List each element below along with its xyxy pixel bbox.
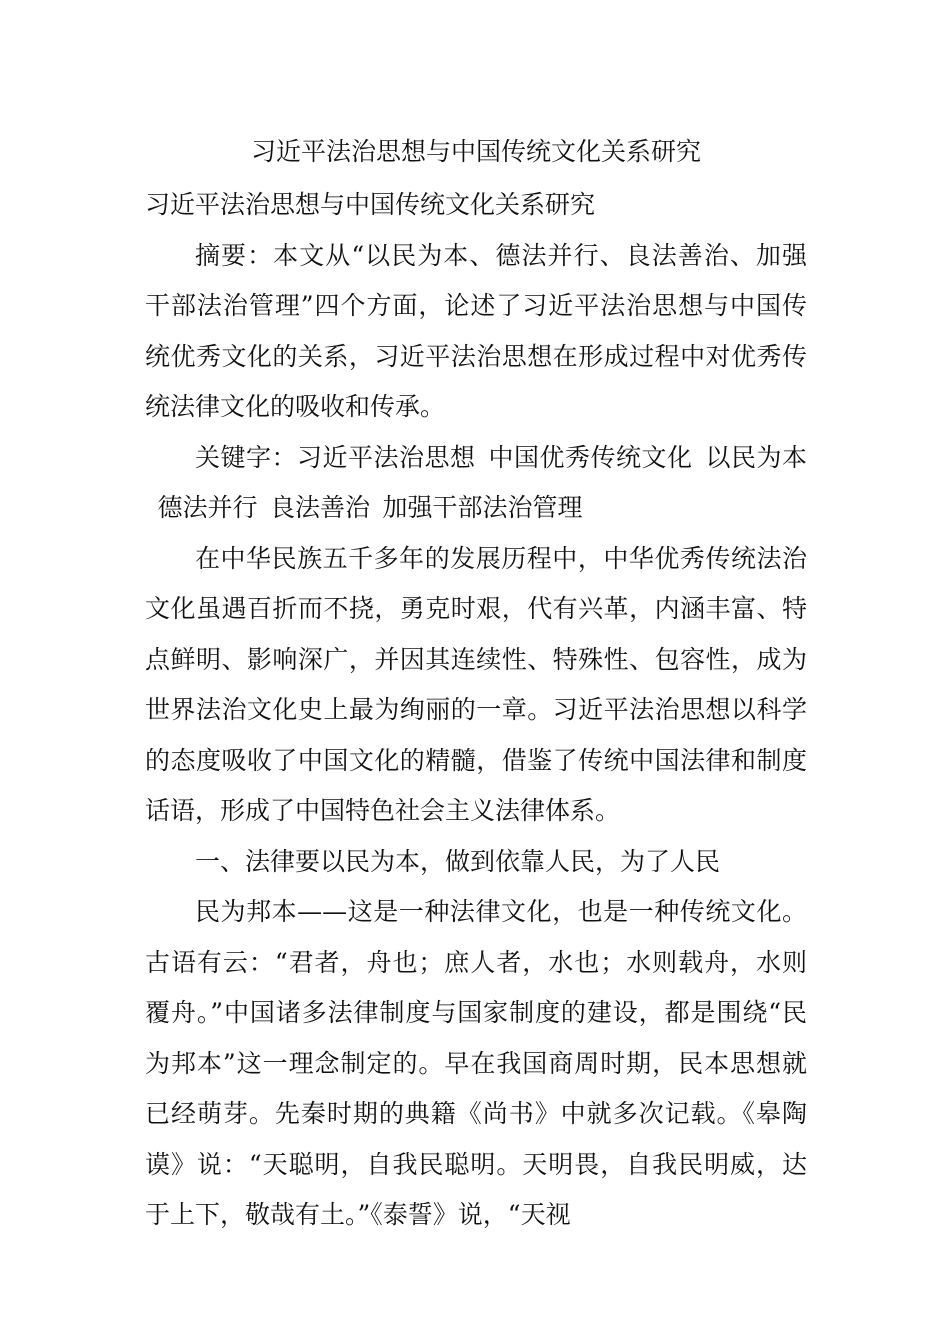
document-body <box>145 180 807 1241</box>
abstract-paragraph: 摘要：本文从“以民为本、德法并行、良法善治、加强干部法治管理”四个方面，论述了习近平法治思想与中国传统优秀文化的关系，习近平法治思想在形成过程中对优秀传统法律文化的吸收和传承。 <box>145 240 807 421</box>
keywords-paragraph <box>145 433 807 534</box>
keyword: 良法善治 <box>270 493 371 522</box>
keyword: 习近平法治思想 <box>297 442 476 472</box>
keyword: 以民为本 <box>704 442 807 472</box>
keyword: 德法并行 <box>157 493 258 522</box>
section-paragraph: 民为邦本——这是一种法律文化，也是一种传统文化。古语有云：“君者，舟也；庶人者，水也；水则载舟，水则覆舟。”中国诸多法律制度与国家制度的建设，都是围绕“民为邦本”这一理念制定的。早在我国商周时期，民本思想就已经萌芽。先秦时期的典籍《尚书》中就多次记载。《皋陶谟》说：“天聪明，自我民聪明。天明畏，自我民明威，达于上下，敬哉有土。”《泰誓》说，“天视 <box>145 897 807 1229</box>
keyword: 中国优秀传统文化 <box>487 442 693 472</box>
section-heading: 一、法律要以民为本，做到依靠人民，为了人民 <box>195 846 721 876</box>
document-title: 习近平法治思想与中国传统文化关系研究 <box>250 137 701 166</box>
keywords-label: 关键字： <box>195 442 297 472</box>
intro-paragraph: 在中华民族五千多年的发展历程中，中华优秀传统法治文化虽遇百折而不挠，勇克时艰，代有兴革，内涵丰富、特点鲜明、影响深广，并因其连续性、特殊性、包容性，成为世界法治文化史上最为绚丽的一章。习近平法治思想以科学的态度吸收了中国文化的精髓，借鉴了传统中国法律和制度话语，形成了中国特色社会主义法律体系。 <box>145 543 807 825</box>
document-subtitle: 习近平法治思想与中国传统文化关系研究 <box>145 190 596 219</box>
keyword: 加强干部法治管理 <box>382 493 583 522</box>
